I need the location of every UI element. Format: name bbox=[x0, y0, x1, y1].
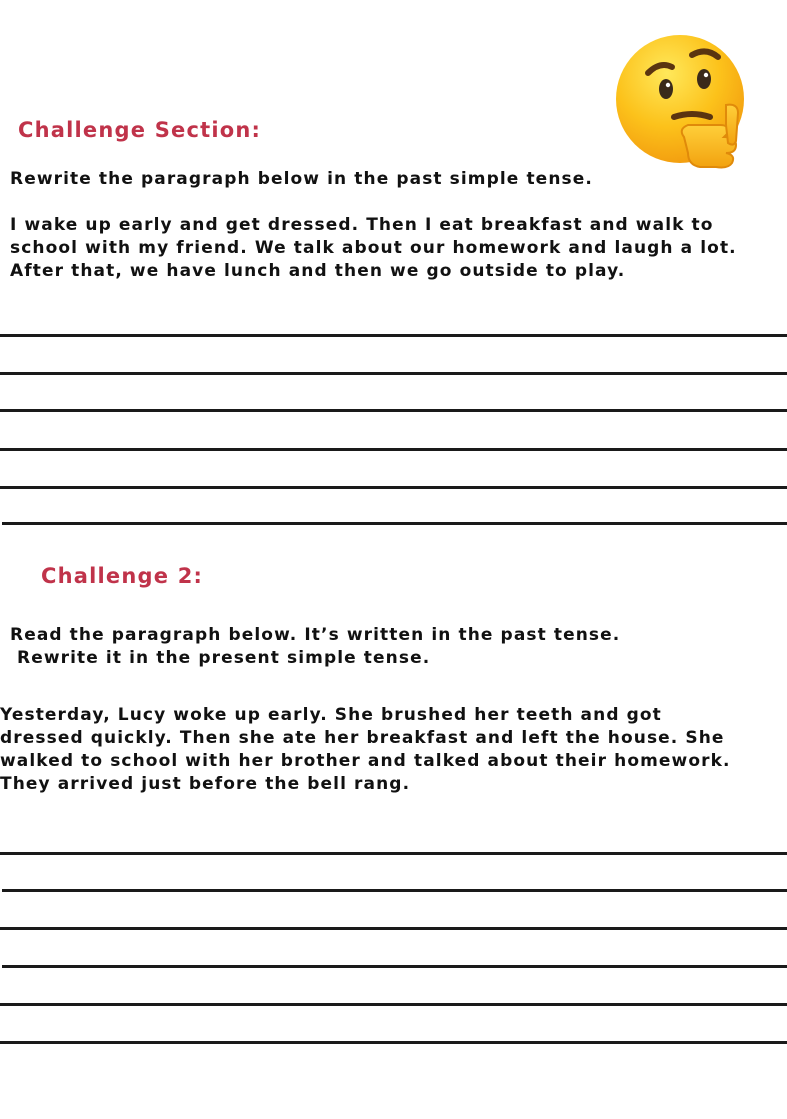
section-2-paragraph-line: walked to school with her brother and talked about their homework. bbox=[0, 751, 731, 771]
section-2-instruction-line: Read the paragraph below. It’s written in the past tense. bbox=[10, 625, 621, 645]
section-2-instruction-line: Rewrite it in the present simple tense. bbox=[10, 648, 431, 668]
answer-line[interactable] bbox=[0, 1003, 787, 1006]
answer-line[interactable] bbox=[2, 889, 787, 892]
section-1-instruction: Rewrite the paragraph below in the past simple tense. bbox=[10, 169, 593, 189]
section-2-paragraph-line: Yesterday, Lucy woke up early. She brushed her teeth and got bbox=[0, 705, 662, 725]
section-2-heading: Challenge 2: bbox=[41, 564, 204, 588]
answer-line[interactable] bbox=[2, 965, 787, 968]
thinking-face-icon bbox=[608, 33, 754, 173]
answer-line[interactable] bbox=[0, 927, 787, 930]
section-1-paragraph-line: After that, we have lunch and then we go outside to play. bbox=[10, 261, 626, 281]
answer-line[interactable] bbox=[0, 409, 787, 412]
section-1-heading: Challenge Section: bbox=[18, 118, 262, 142]
answer-line[interactable] bbox=[0, 334, 787, 337]
section-1-paragraph-line: school with my friend. We talk about our homework and laugh a lot. bbox=[10, 238, 737, 258]
section-2-paragraph-line: They arrived just before the bell rang. bbox=[0, 774, 411, 794]
answer-line[interactable] bbox=[0, 372, 787, 375]
answer-line[interactable] bbox=[0, 486, 787, 489]
section-1-paragraph-line: I wake up early and get dressed. Then I eat breakfast and walk to bbox=[10, 215, 714, 235]
answer-line[interactable] bbox=[0, 1041, 787, 1044]
answer-line[interactable] bbox=[0, 448, 787, 451]
section-2-paragraph-line: dressed quickly. Then she ate her breakfast and left the house. She bbox=[0, 728, 725, 748]
answer-line[interactable] bbox=[0, 852, 787, 855]
answer-line[interactable] bbox=[2, 522, 787, 525]
